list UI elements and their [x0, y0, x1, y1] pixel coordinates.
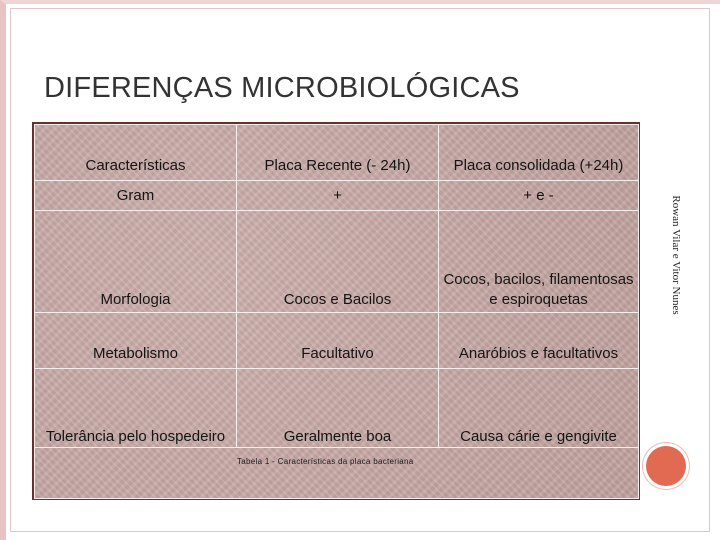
- header-placa-consolidada: Placa consolidada (+24h): [439, 125, 639, 181]
- header-placa-recente: Placa Recente (- 24h): [237, 125, 439, 181]
- caption-cell: [35, 448, 639, 499]
- row-label-tolerancia: Tolerância pelo hospedeiro: [35, 369, 237, 448]
- row-label-metabolismo: Metabolismo: [35, 313, 237, 369]
- characteristics-table-panel: [32, 122, 640, 500]
- table-row: [35, 211, 639, 313]
- cell-metabolismo-recente: Facultativo: [237, 313, 439, 369]
- side-credit-text: Rowan Vilar e Vitor Nunes: [670, 195, 682, 315]
- table-row: [35, 181, 639, 211]
- cell-morfologia-consolidada: Cocos, bacilos, filamentosas e espiroquetas: [439, 211, 639, 313]
- characteristics-table: [34, 124, 639, 499]
- table-caption: Tabela 1 - Características da placa bacteriana: [237, 457, 414, 466]
- corner-decoration-circle: [646, 446, 686, 486]
- cell-gram-recente: +: [237, 181, 439, 211]
- slide-title: DIFERENÇAS MICROBIOLÓGICAS: [44, 72, 520, 104]
- cell-metabolismo-consolidada: Anaróbios e facultativos: [439, 313, 639, 369]
- table-row: [35, 313, 639, 369]
- table-caption-row: [35, 448, 639, 499]
- table-row: [35, 369, 639, 448]
- cell-gram-consolidada: + e -: [439, 181, 639, 211]
- row-label-morfologia: Morfologia: [35, 211, 237, 313]
- row-label-gram: Gram: [35, 181, 237, 211]
- cell-tolerancia-recente: Geralmente boa: [237, 369, 439, 448]
- cell-tolerancia-consolidada: Causa cárie e gengivite: [439, 369, 639, 448]
- header-caracteristicas: Características: [35, 125, 237, 181]
- side-credit: [668, 188, 684, 322]
- table-header-row: [35, 125, 639, 181]
- cell-morfologia-recente: Cocos e Bacilos: [237, 211, 439, 313]
